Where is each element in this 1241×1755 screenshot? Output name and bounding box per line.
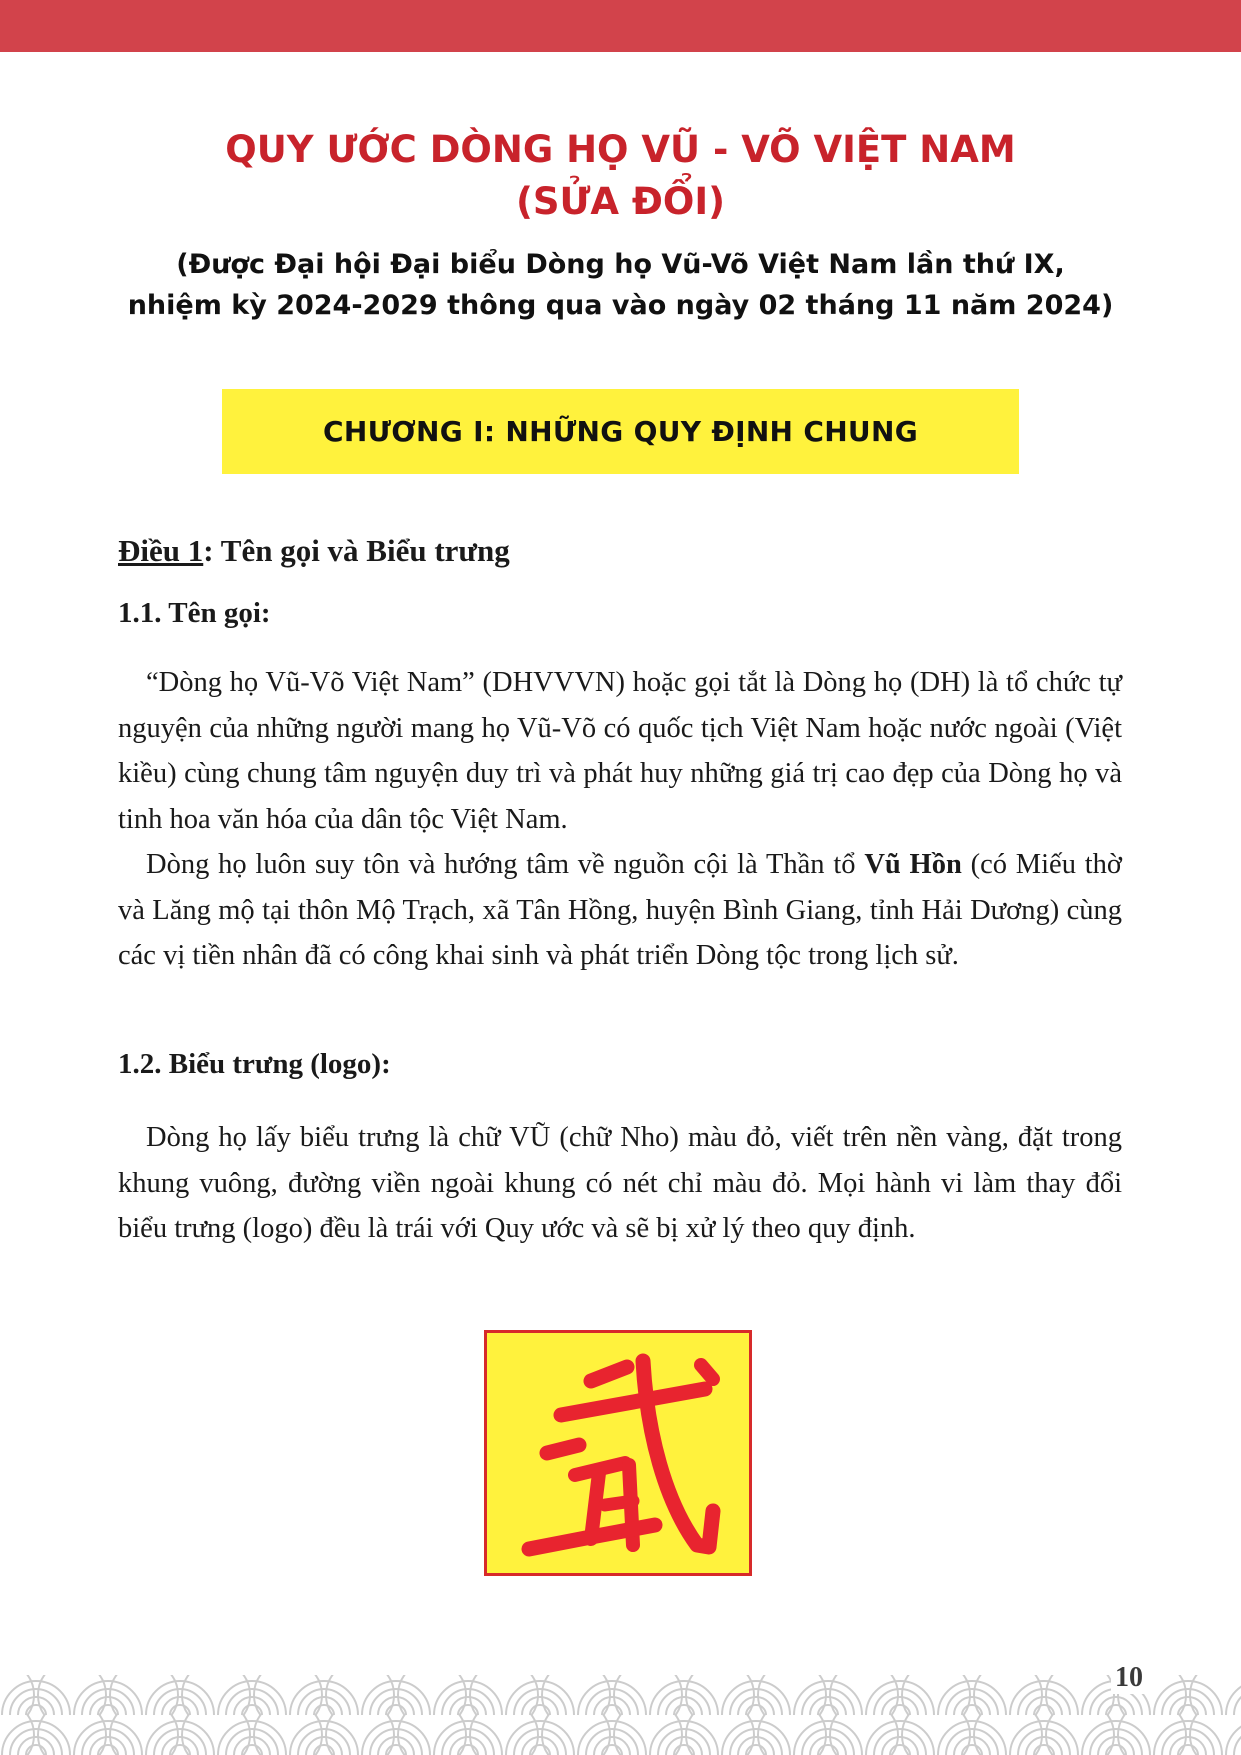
section-1-2-paragraph: Dòng họ lấy biểu trưng là chữ VŨ (chữ Nho) màu đỏ, viết trên nền vàng, đặt trong khung vuông, đường viền ngoài khung có nét chỉ màu đỏ. Mọi hành vi làm thay đổi biểu trưng (logo) đều là trái với Quy ước và sẽ bị xử lý theo quy định. xyxy=(118,1122,1122,1244)
document-title-line2: (SỬA ĐỔI) xyxy=(515,180,726,223)
section-1-1-paragraph-2 xyxy=(118,842,1122,979)
article-1-title xyxy=(118,533,510,569)
document-subtitle-line2: nhiệm kỳ 2024-2029 thông qua vào ngày 02 tháng 11 năm 2024) xyxy=(127,290,1114,321)
vu-character-logo-icon xyxy=(487,1333,749,1573)
section-1-2-heading: 1.2. Biểu trưng (logo): xyxy=(118,1048,391,1080)
top-color-bar xyxy=(0,0,1241,52)
chapter-heading: CHƯƠNG I: NHỮNG QUY ĐỊNH CHUNG xyxy=(323,415,918,448)
page-number: 10 xyxy=(1111,1662,1147,1694)
section-1-1-paragraph-1: “Dòng họ Vũ-Võ Việt Nam” (DHVVVN) hoặc gọi tắt là Dòng họ (DH) là tổ chức tự nguyện của những người mang họ Vũ-Võ có quốc tịch Việt Nam hoặc nước ngoài (Việt kiều) cùng chung tâm nguyện duy trì và phát huy những giá trị cao đẹp của Dòng họ và tinh hoa văn hóa của dân tộc Việt Nam. xyxy=(118,667,1122,835)
bottom-wave-pattern-icon xyxy=(0,1675,1241,1755)
article-1-name: : Tên gọi và Biểu trưng xyxy=(203,533,510,568)
article-1-label: Điều 1 xyxy=(118,533,204,568)
document-subtitle-line1: (Được Đại hội Đại biểu Dòng họ Vũ-Võ Việt Nam lần thứ IX, xyxy=(176,249,1065,280)
paragraph-2-text-after: (có Miếu thờ và Lăng mộ tại thôn Mộ Trạch, xã Tân Hồng, huyện Bình Giang, tỉnh Hải Dương) cùng các vị tiền nhân đã có công khai sinh và phát triển Dòng tộc trong lịch sử. xyxy=(118,849,1122,971)
clan-logo xyxy=(484,1330,752,1576)
paragraph-2-text-before: Dòng họ luôn suy tôn và hướng tâm về nguồn cội là Thần tổ xyxy=(146,849,865,880)
document-title-line1: QUY ƯỚC DÒNG HỌ VŨ - VÕ VIỆT NAM xyxy=(225,128,1016,171)
paragraph-2-bold-name: Vũ Hồn xyxy=(864,849,962,880)
section-1-1-heading: 1.1. Tên gọi: xyxy=(118,597,271,629)
chapter-heading-box xyxy=(222,389,1019,474)
